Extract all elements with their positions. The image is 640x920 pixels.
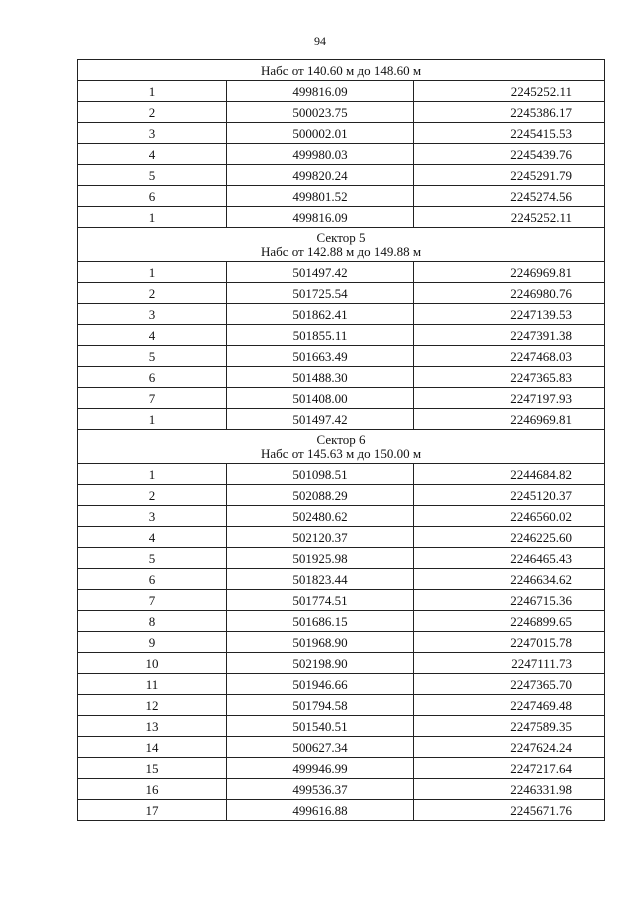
point-number-cell: 6 xyxy=(78,186,227,207)
y-coordinate-cell: 2247197.93 xyxy=(414,388,605,409)
table-row xyxy=(78,716,605,737)
y-coordinate-cell: 2245252.11 xyxy=(414,81,605,102)
section-title-line: Набс от 145.63 м до 150.00 м xyxy=(260,445,422,461)
point-number-cell: 13 xyxy=(78,716,227,737)
y-coordinate-cell: 2246634.62 xyxy=(414,569,605,590)
table-row xyxy=(78,304,605,325)
y-coordinate-cell: 2245291.79 xyxy=(414,165,605,186)
coordinates-table-body xyxy=(78,60,605,821)
y-coordinate-cell: 2247391.38 xyxy=(414,325,605,346)
table-row xyxy=(78,283,605,304)
page-number: 94 xyxy=(314,34,326,48)
point-number-cell: 7 xyxy=(78,590,227,611)
x-coordinate-cell: 501663.49 xyxy=(227,346,414,367)
table-row xyxy=(78,695,605,716)
table-row xyxy=(78,325,605,346)
table-row xyxy=(78,165,605,186)
y-coordinate-cell: 2245415.53 xyxy=(414,123,605,144)
table-row xyxy=(78,186,605,207)
x-coordinate-cell: 500002.01 xyxy=(227,123,414,144)
x-coordinate-cell: 501540.51 xyxy=(227,716,414,737)
point-number-cell: 1 xyxy=(78,262,227,283)
point-number-cell: 6 xyxy=(78,569,227,590)
x-coordinate-cell: 502198.90 xyxy=(227,653,414,674)
y-coordinate-cell: 2246331.98 xyxy=(414,779,605,800)
y-coordinate-cell: 2247589.35 xyxy=(414,716,605,737)
y-coordinate-cell: 2246899.65 xyxy=(414,611,605,632)
y-coordinate-cell: 2246560.02 xyxy=(414,506,605,527)
point-number-cell: 16 xyxy=(78,779,227,800)
y-coordinate-cell: 2246969.81 xyxy=(414,409,605,430)
y-coordinate-cell: 2246225.60 xyxy=(414,527,605,548)
table-row xyxy=(78,464,605,485)
point-number-cell: 8 xyxy=(78,611,227,632)
x-coordinate-cell: 499801.52 xyxy=(227,186,414,207)
x-coordinate-cell: 501488.30 xyxy=(227,367,414,388)
x-coordinate-cell: 499816.09 xyxy=(227,207,414,228)
y-coordinate-cell: 2245671.76 xyxy=(414,800,605,821)
point-number-cell: 2 xyxy=(78,102,227,123)
y-coordinate-cell: 2247139.53 xyxy=(414,304,605,325)
y-coordinate-cell: 2247015.78 xyxy=(414,632,605,653)
x-coordinate-cell: 499820.24 xyxy=(227,165,414,186)
table-row xyxy=(78,737,605,758)
y-coordinate-cell: 2245120.37 xyxy=(414,485,605,506)
point-number-cell: 15 xyxy=(78,758,227,779)
x-coordinate-cell: 501098.51 xyxy=(227,464,414,485)
point-number-cell: 14 xyxy=(78,737,227,758)
table-row xyxy=(78,388,605,409)
table-row xyxy=(78,779,605,800)
section-header-row xyxy=(78,430,605,464)
table-row xyxy=(78,611,605,632)
point-number-cell: 1 xyxy=(78,409,227,430)
table-row xyxy=(78,527,605,548)
y-coordinate-cell: 2247365.70 xyxy=(414,674,605,695)
point-number-cell: 7 xyxy=(78,388,227,409)
x-coordinate-cell: 500023.75 xyxy=(227,102,414,123)
section-header xyxy=(78,430,605,464)
section-header-row xyxy=(78,60,605,81)
x-coordinate-cell: 502088.29 xyxy=(227,485,414,506)
point-number-cell: 1 xyxy=(78,464,227,485)
y-coordinate-cell: 2247111.73 xyxy=(414,653,605,674)
x-coordinate-cell: 501794.58 xyxy=(227,695,414,716)
x-coordinate-cell: 499816.09 xyxy=(227,81,414,102)
y-coordinate-cell: 2245386.17 xyxy=(414,102,605,123)
table-row xyxy=(78,800,605,821)
section-title-line: Набс от 140.60 м до 148.60 м xyxy=(260,62,422,78)
x-coordinate-cell: 501968.90 xyxy=(227,632,414,653)
table-row xyxy=(78,485,605,506)
point-number-cell: 3 xyxy=(78,123,227,144)
table-row xyxy=(78,590,605,611)
table-row xyxy=(78,367,605,388)
x-coordinate-cell: 502120.37 xyxy=(227,527,414,548)
table-row xyxy=(78,653,605,674)
table-row xyxy=(78,548,605,569)
x-coordinate-cell: 501855.11 xyxy=(227,325,414,346)
x-coordinate-cell: 499946.99 xyxy=(227,758,414,779)
point-number-cell: 2 xyxy=(78,485,227,506)
point-number-cell: 3 xyxy=(78,506,227,527)
x-coordinate-cell: 500627.34 xyxy=(227,737,414,758)
x-coordinate-cell: 499536.37 xyxy=(227,779,414,800)
point-number-cell: 4 xyxy=(78,144,227,165)
y-coordinate-cell: 2246969.81 xyxy=(414,262,605,283)
table-row xyxy=(78,262,605,283)
point-number-cell: 5 xyxy=(78,346,227,367)
table-row xyxy=(78,207,605,228)
table-row xyxy=(78,144,605,165)
table-row xyxy=(78,569,605,590)
point-number-cell: 6 xyxy=(78,367,227,388)
table-row xyxy=(78,674,605,695)
point-number-cell: 4 xyxy=(78,527,227,548)
point-number-cell: 10 xyxy=(78,653,227,674)
section-header xyxy=(78,60,605,81)
y-coordinate-cell: 2245252.11 xyxy=(414,207,605,228)
y-coordinate-cell: 2246465.43 xyxy=(414,548,605,569)
x-coordinate-cell: 501497.42 xyxy=(227,409,414,430)
point-number-cell: 17 xyxy=(78,800,227,821)
x-coordinate-cell: 499980.03 xyxy=(227,144,414,165)
coordinates-table xyxy=(77,59,605,821)
point-number-cell: 4 xyxy=(78,325,227,346)
x-coordinate-cell: 501725.54 xyxy=(227,283,414,304)
x-coordinate-cell: 501925.98 xyxy=(227,548,414,569)
table-row xyxy=(78,102,605,123)
section-header xyxy=(78,228,605,262)
section-header-row xyxy=(78,228,605,262)
section-title-line: Сектор 5 xyxy=(316,229,366,245)
y-coordinate-cell: 2245439.76 xyxy=(414,144,605,165)
table-row xyxy=(78,346,605,367)
y-coordinate-cell: 2246715.36 xyxy=(414,590,605,611)
table-row xyxy=(78,123,605,144)
point-number-cell: 5 xyxy=(78,165,227,186)
y-coordinate-cell: 2247469.48 xyxy=(414,695,605,716)
x-coordinate-cell: 501946.66 xyxy=(227,674,414,695)
y-coordinate-cell: 2246980.76 xyxy=(414,283,605,304)
point-number-cell: 3 xyxy=(78,304,227,325)
point-number-cell: 5 xyxy=(78,548,227,569)
table-row xyxy=(78,409,605,430)
point-number-cell: 1 xyxy=(78,81,227,102)
section-title-line: Набс от 142.88 м до 149.88 м xyxy=(260,243,422,259)
y-coordinate-cell: 2247365.83 xyxy=(414,367,605,388)
x-coordinate-cell: 501774.51 xyxy=(227,590,414,611)
table-row xyxy=(78,758,605,779)
table-row xyxy=(78,81,605,102)
y-coordinate-cell: 2245274.56 xyxy=(414,186,605,207)
y-coordinate-cell: 2247624.24 xyxy=(414,737,605,758)
y-coordinate-cell: 2247217.64 xyxy=(414,758,605,779)
section-title-line: Сектор 6 xyxy=(316,431,366,447)
point-number-cell: 9 xyxy=(78,632,227,653)
x-coordinate-cell: 501823.44 xyxy=(227,569,414,590)
y-coordinate-cell: 2247468.03 xyxy=(414,346,605,367)
point-number-cell: 1 xyxy=(78,207,227,228)
x-coordinate-cell: 501497.42 xyxy=(227,262,414,283)
point-number-cell: 2 xyxy=(78,283,227,304)
x-coordinate-cell: 501408.00 xyxy=(227,388,414,409)
point-number-cell: 11 xyxy=(78,674,227,695)
x-coordinate-cell: 502480.62 xyxy=(227,506,414,527)
x-coordinate-cell: 499616.88 xyxy=(227,800,414,821)
table-row xyxy=(78,506,605,527)
point-number-cell: 12 xyxy=(78,695,227,716)
table-row xyxy=(78,632,605,653)
x-coordinate-cell: 501862.41 xyxy=(227,304,414,325)
y-coordinate-cell: 2244684.82 xyxy=(414,464,605,485)
x-coordinate-cell: 501686.15 xyxy=(227,611,414,632)
